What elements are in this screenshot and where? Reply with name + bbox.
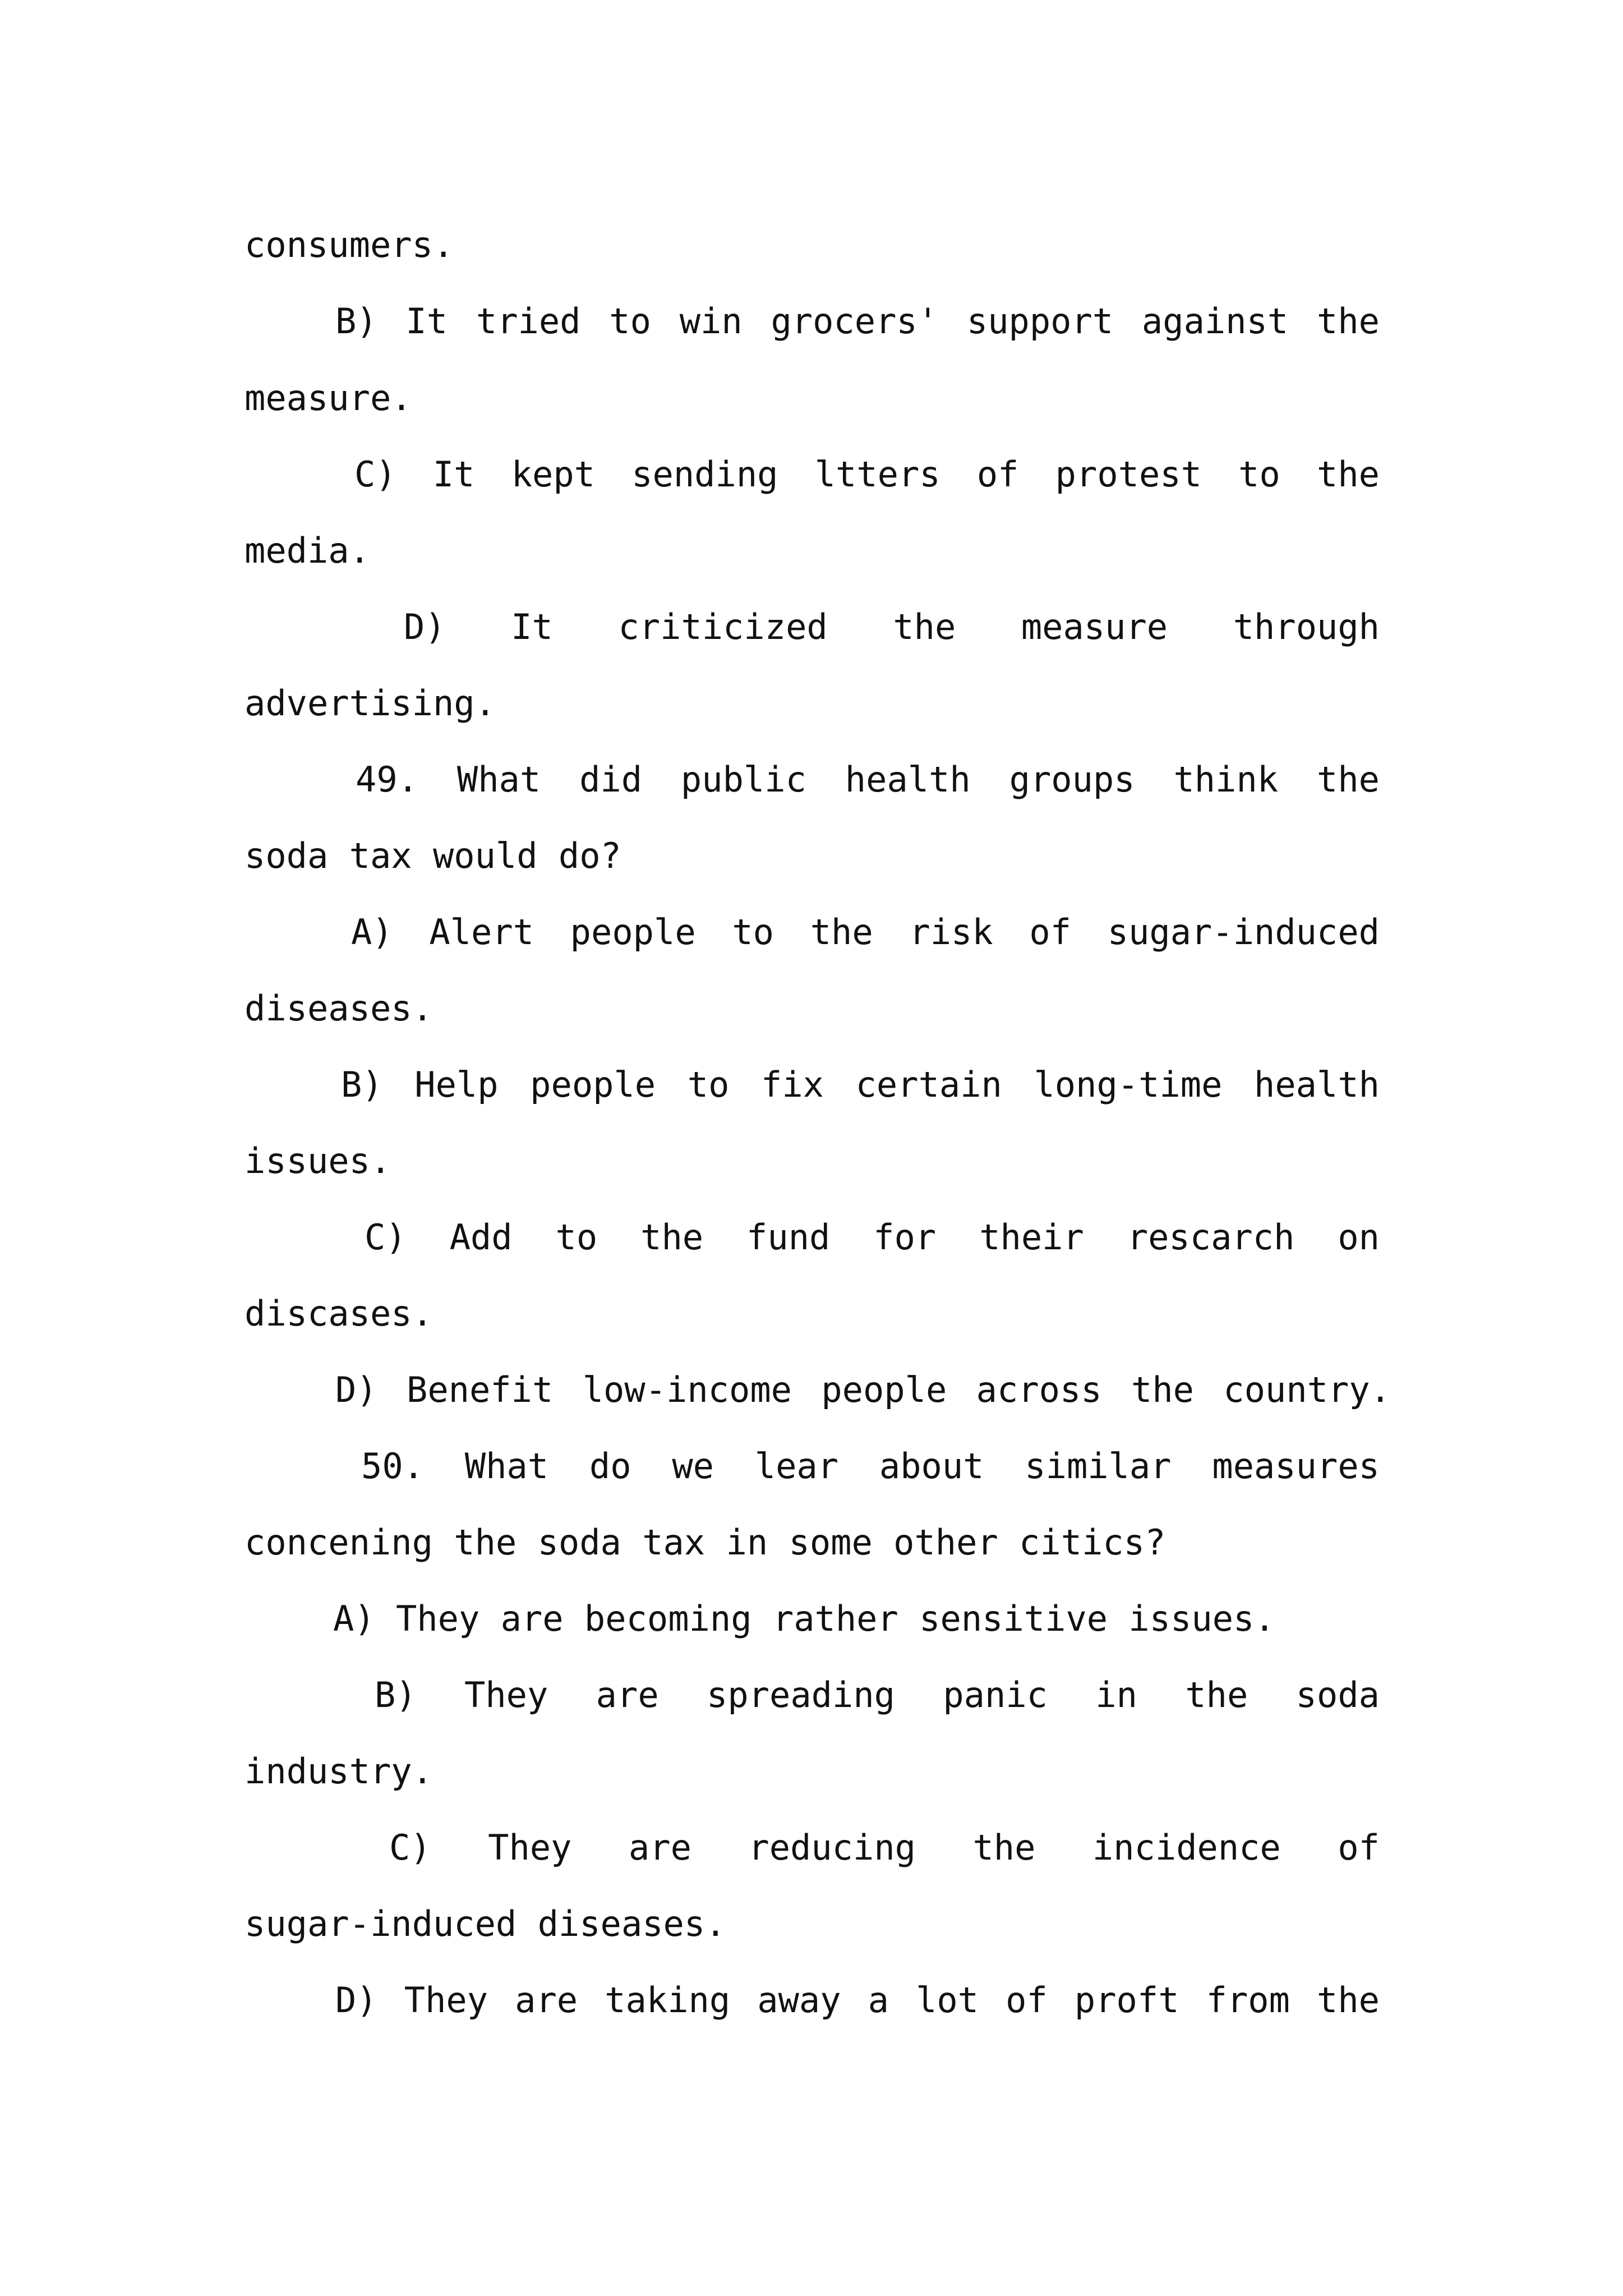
option-a-line: A) Alert people to the risk of sugar-induced (351, 912, 1380, 953)
text-line: diseases. (245, 988, 433, 1029)
option-c-line: C) They are reducing the incidence of (389, 1827, 1380, 1868)
text-line: advertising. (245, 683, 496, 724)
option-d-line: D) It criticized the measure through (404, 606, 1380, 647)
option-b-line: B) They are spreading panic in the soda (375, 1674, 1380, 1715)
text-line: soda tax would do? (245, 835, 621, 876)
option-c-line: C) Add to the fund for their rescarch on (365, 1217, 1380, 1258)
text-line: discases. (245, 1293, 433, 1334)
question-49-line: 49. What did public health groups think the (356, 759, 1380, 800)
option-d-line: D) Benefit low-income people across the country. (335, 1369, 1391, 1410)
text-line: industry. (245, 1751, 433, 1792)
option-d-line: D) They are taking away a lot of proft from the (335, 1980, 1380, 2021)
text-line: consumers. (245, 224, 454, 265)
option-b-line: B) It tried to win grocers' support against the (335, 301, 1380, 342)
option-c-line: C) It kept sending ltters of protest to the (354, 454, 1380, 495)
question-50-line: 50. What do we lear about similar measures (361, 1446, 1380, 1487)
option-a-line: A) They are becoming rather sensitive issues. (333, 1598, 1275, 1639)
text-line: sugar-induced diseases. (245, 1903, 726, 1944)
text-line: issues. (245, 1140, 391, 1181)
option-b-line: B) Help people to fix certain long-time health (341, 1064, 1380, 1105)
text-line: measure. (245, 378, 412, 418)
text-line: media. (245, 530, 370, 571)
text-line: concening the soda tax in some other citics? (245, 1522, 1166, 1563)
